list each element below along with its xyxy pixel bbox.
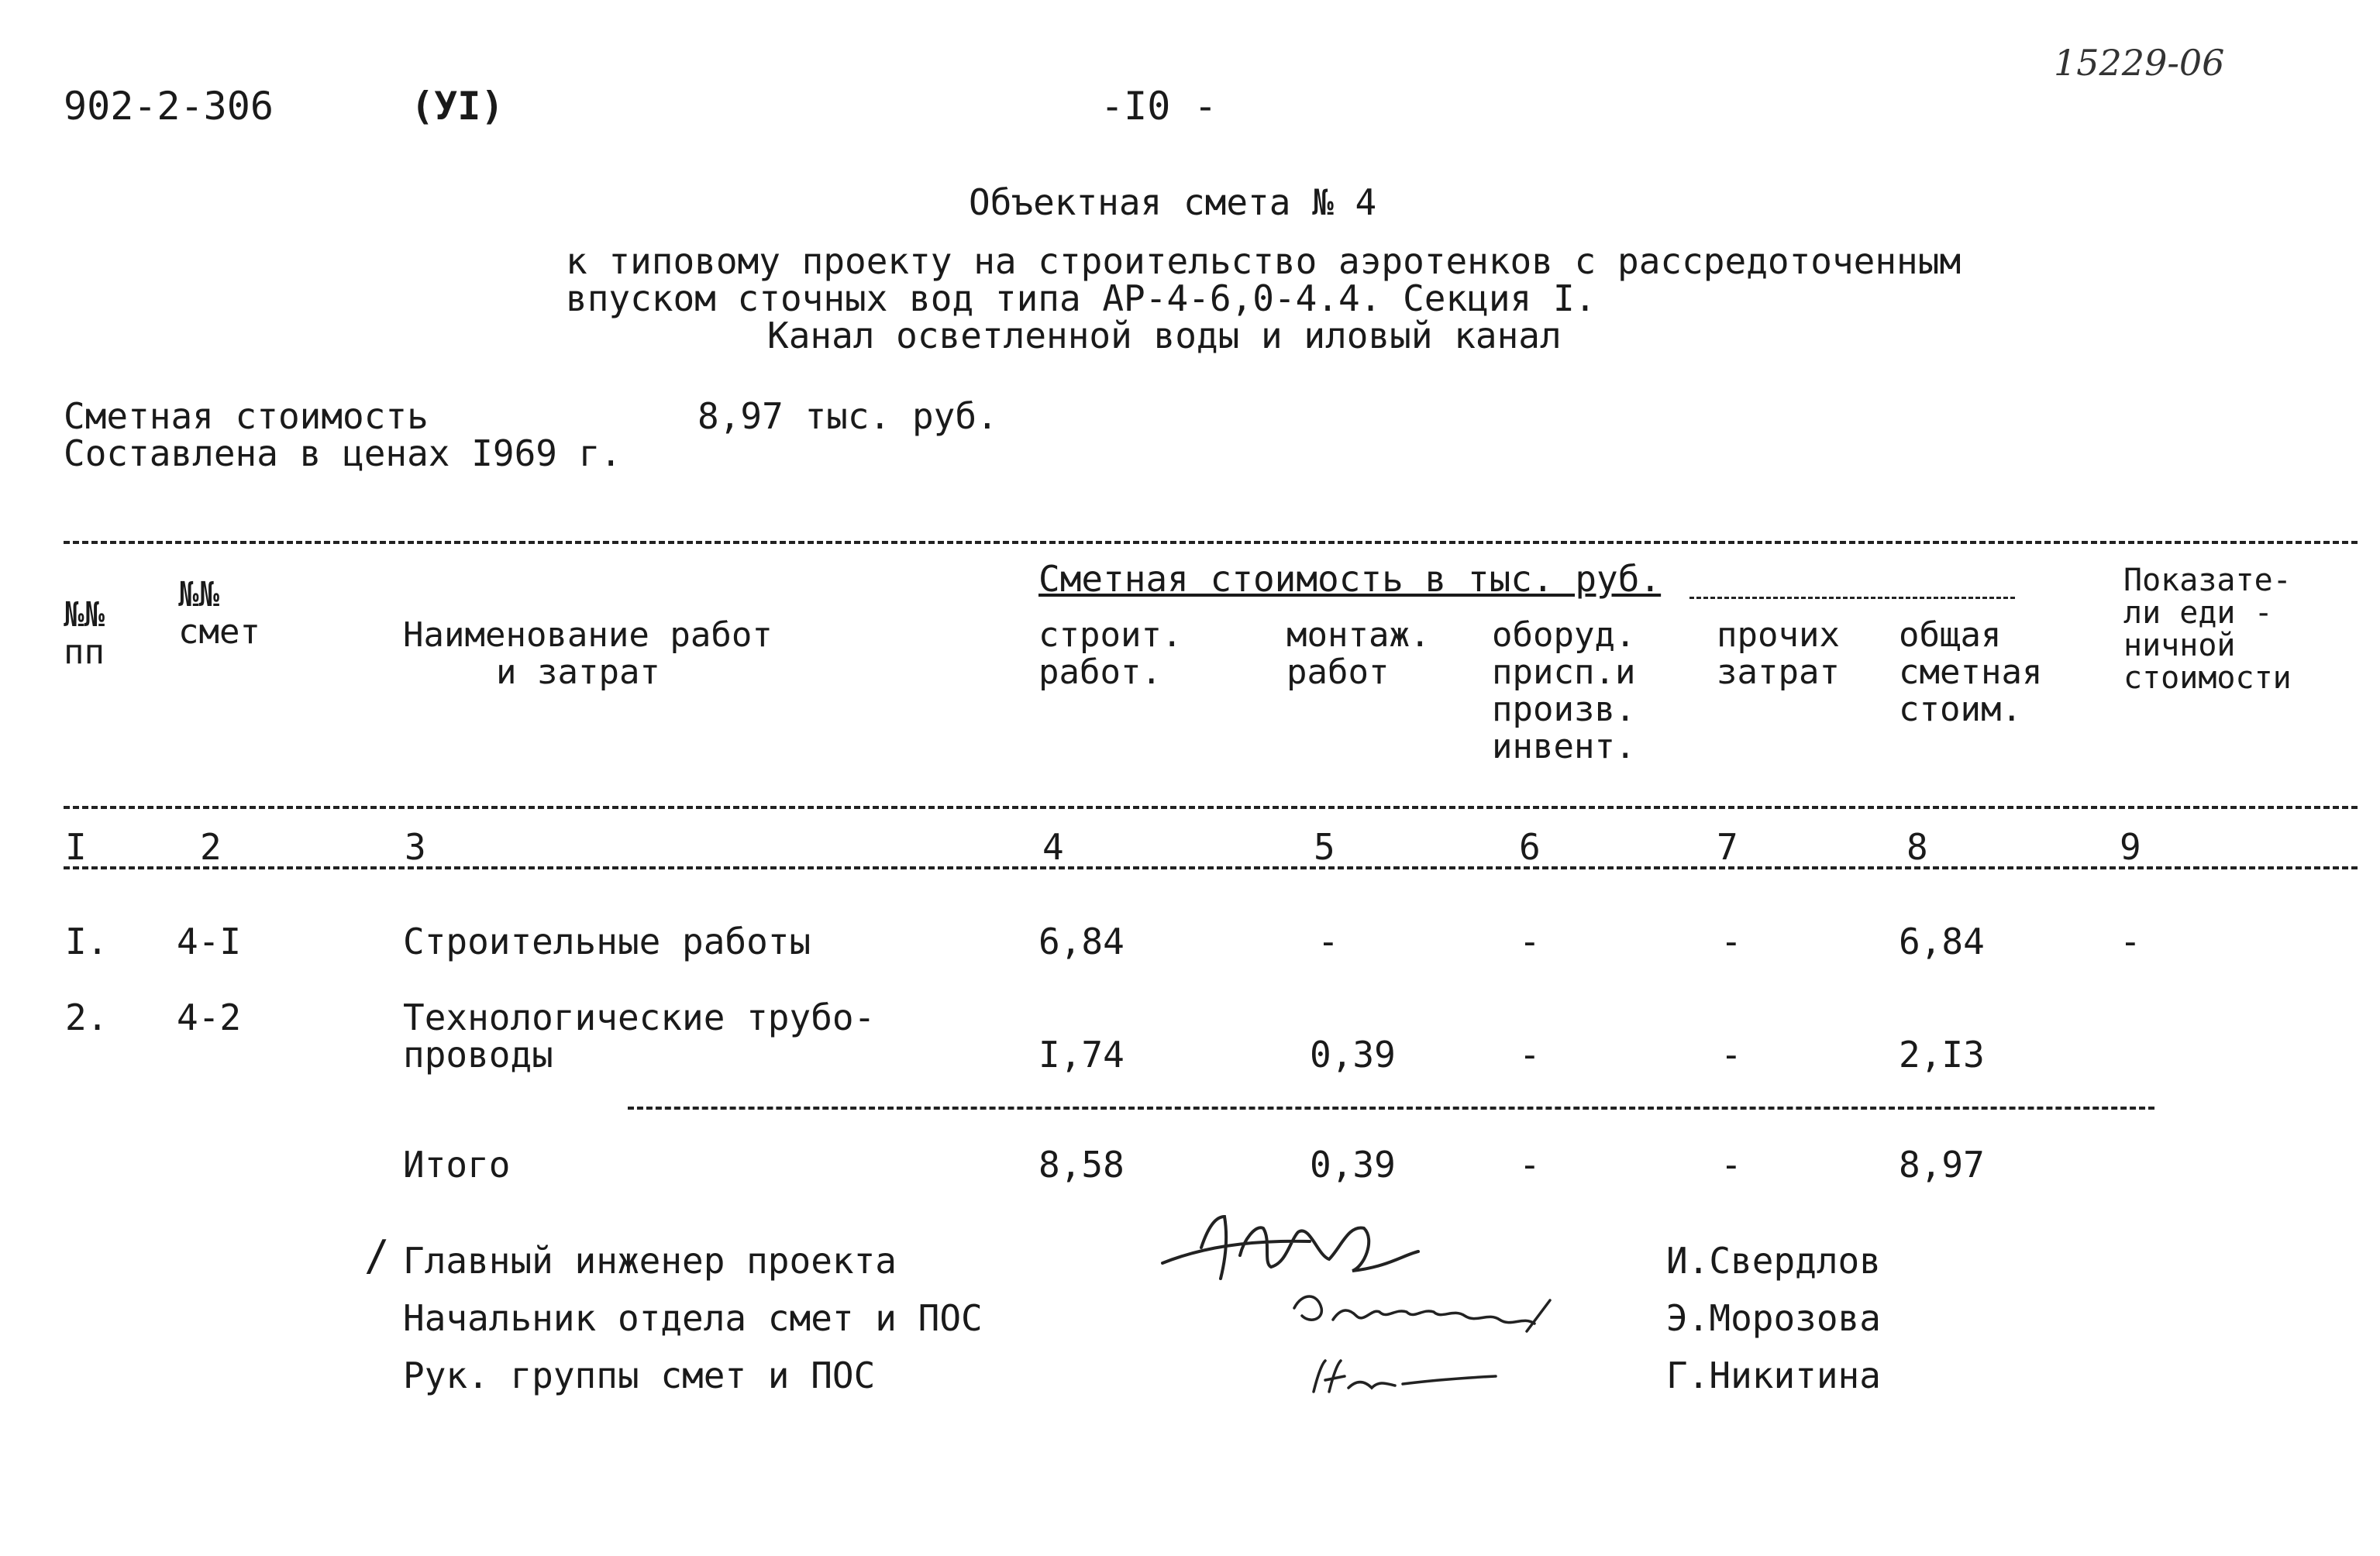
- header-row-number-line: №№: [64, 595, 105, 635]
- prices-line: Составлена в ценах I969 г.: [64, 432, 622, 474]
- title-line-4: Канал осветленной воды и иловый канал: [767, 315, 1562, 356]
- column-number: 3: [405, 826, 426, 868]
- header-group-rule: [1689, 597, 2015, 599]
- signature-scribble-1: [1155, 1193, 1449, 1294]
- column-number: 5: [1314, 826, 1335, 868]
- total-total: 8,97: [1899, 1144, 1985, 1186]
- header-estimate-line: №№: [178, 575, 219, 614]
- header-construction: [1038, 617, 1182, 691]
- row-other: -: [1720, 1034, 1742, 1076]
- row-estimate: 4-2: [177, 997, 242, 1038]
- cost-value: 8,97 тыс. руб.: [697, 395, 998, 437]
- header-total-line: стоим.: [1899, 690, 2022, 729]
- header-equipment-line: оборуд.: [1492, 615, 1636, 655]
- row-equipment: -: [1519, 1034, 1541, 1076]
- column-number: 9: [2120, 826, 2141, 868]
- row-work-name-cont: проводы: [403, 1034, 553, 1076]
- header-equipment-line: произв.: [1492, 690, 1636, 729]
- header-bottom-rule: [64, 806, 2358, 809]
- header-other-line: прочих: [1717, 615, 1840, 655]
- row-indicators: -: [2120, 921, 2141, 962]
- header-indicators-line: ли еди -: [2123, 595, 2273, 631]
- header-indicators-line: ничной: [2123, 628, 2236, 663]
- column-number: 2: [200, 826, 222, 868]
- row-installation: -: [1317, 921, 1339, 962]
- header-row-number-line: пп: [64, 632, 105, 672]
- row-work-name: Технологические трубо-: [403, 997, 876, 1038]
- signature-name: И.Свердлов: [1666, 1240, 1881, 1282]
- signature-scribble-2: [1286, 1285, 1565, 1347]
- header-estimate-number: [178, 577, 260, 651]
- header-installation-line: работ: [1286, 652, 1390, 692]
- header-installation-line: монтаж.: [1286, 615, 1431, 655]
- column-number: 4: [1042, 826, 1064, 868]
- cost-label: Сметная стоимость: [64, 395, 429, 437]
- signature-title: Главный инженер проекта: [403, 1240, 897, 1282]
- header-other: [1717, 617, 1840, 691]
- signature-scribble-3: [1302, 1345, 1503, 1407]
- header-indicators-line: стоимости: [2123, 660, 2292, 696]
- total-construction: 8,58: [1038, 1144, 1125, 1186]
- row-total: 6,84: [1899, 921, 1985, 962]
- row-other: -: [1720, 921, 1742, 962]
- header-total-line: сметная: [1899, 652, 2043, 692]
- total-rule: [628, 1107, 2154, 1110]
- column-numbers-rule: [64, 866, 2358, 869]
- row-equipment: -: [1519, 921, 1541, 962]
- header-installation: [1286, 617, 1430, 691]
- signature-name: Г.Никитина: [1666, 1355, 1881, 1396]
- table-top-rule: [64, 541, 2358, 544]
- header-work-name-line: и затрат: [496, 652, 660, 692]
- header-work-name: [403, 617, 773, 691]
- header-other-line: затрат: [1717, 652, 1840, 692]
- total-label: Итого: [403, 1144, 511, 1186]
- header-equipment-line: присп.и: [1492, 652, 1636, 692]
- header-work-name-line: Наименование работ: [403, 615, 773, 655]
- signature-title: Начальник отдела смет и ПОС: [403, 1297, 983, 1339]
- row-construction: I,74: [1038, 1034, 1125, 1076]
- total-equipment: -: [1519, 1144, 1541, 1186]
- column-number: 7: [1717, 826, 1738, 868]
- header-equipment-line: инвент.: [1492, 727, 1636, 766]
- header-total-line: общая: [1899, 615, 2002, 655]
- row-installation: 0,39: [1310, 1034, 1396, 1076]
- title-line-2: к типовому проекту на строительство аэротенков с рассредоточенным: [566, 240, 1962, 282]
- header-construction-line: строит.: [1038, 615, 1183, 655]
- document-code: 902-2-306: [64, 84, 274, 129]
- header-indicators: [2123, 564, 2292, 694]
- row-number: I.: [65, 921, 108, 962]
- header-equipment: [1492, 617, 1635, 766]
- row-total: 2,I3: [1899, 1034, 1985, 1076]
- signature-name: Э.Морозова: [1666, 1297, 1881, 1339]
- column-number: 6: [1519, 826, 1541, 868]
- title-line-3: впуском сточных вод типа АР-4-6,0-4.4. Секция I.: [566, 277, 1596, 319]
- column-number: 8: [1906, 826, 1928, 868]
- page-number: -I0 -: [1100, 84, 1218, 129]
- row-work-name: Строительные работы: [403, 921, 811, 962]
- volume-label: (УI): [411, 84, 505, 129]
- row-construction: 6,84: [1038, 921, 1125, 962]
- row-estimate: 4-I: [177, 921, 242, 962]
- total-installation: 0,39: [1310, 1144, 1396, 1186]
- handwritten-code: 15229-06: [2054, 42, 2225, 84]
- header-indicators-line: Показате-: [2123, 563, 2292, 598]
- signature-title: Рук. группы смет и ПОС: [403, 1355, 876, 1396]
- column-number: I: [65, 826, 87, 868]
- slash-mark: /: [364, 1231, 390, 1280]
- header-total: [1899, 617, 2042, 728]
- row-number: 2.: [65, 997, 108, 1038]
- header-estimate-line: смет: [178, 612, 260, 652]
- header-cost-group: Сметная стоимость в тыс. руб.: [1038, 558, 1662, 600]
- total-other: -: [1720, 1144, 1742, 1186]
- header-row-number: [64, 597, 105, 671]
- header-construction-line: работ.: [1038, 652, 1162, 692]
- document-title: Объектная смета № 4: [969, 181, 1377, 223]
